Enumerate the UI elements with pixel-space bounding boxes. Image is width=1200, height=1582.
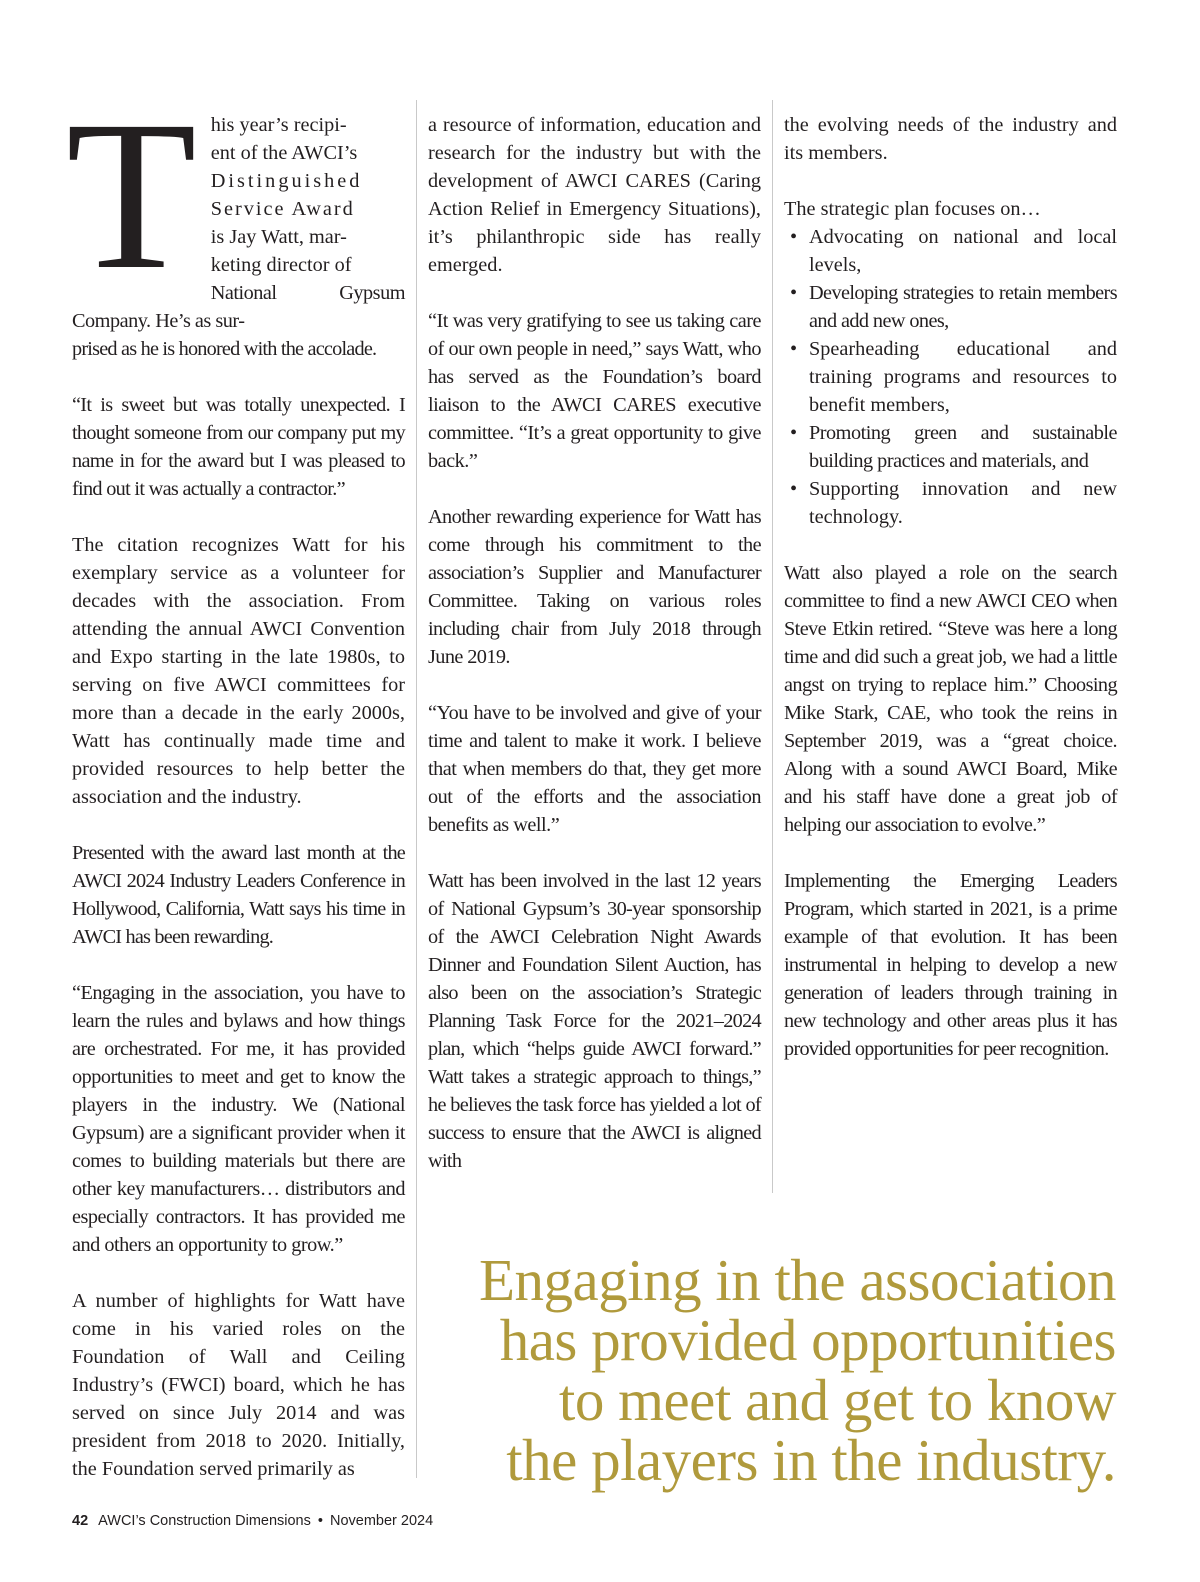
publication-name: AWCI’s Construction Dimensions — [98, 1513, 311, 1529]
article-paragraph: Watt has been involved in the last 12 years of National Gypsum’s 30-year sponsorship of the AWCI Celebration Night Awards Dinner and Foundation Silent Auction, has also been on the association’s Strategic Planning Task Force for the 2021–2024 plan, which “helps guide AWCI forward.” Watt takes a strategic approach to things,” he believes the task force has yielded a lot of success to ensure that the AWCI is aligned with — [428, 870, 761, 1172]
article-paragraph: Another rewarding experience for Watt has come through his commitment to the association’s Supplier and Manufacturer Committee. Taking on various roles including chair from July 2018 through June 2019. — [428, 506, 761, 668]
list-item: • Spearheading educational and training programs and resources to benefit members, — [784, 335, 1117, 419]
intro-paragraph: T his year’s recipi- ent of the AWCI’s Distinguished Service Award is Jay Watt, mar- keting director of National Gypsum Company. He’s as sur- prised as he is honored with the accolade. — [66, 77, 405, 360]
pull-quote-line: the players in the industry. — [506, 1427, 1116, 1493]
pull-quote-line: has provided opportunities — [499, 1307, 1116, 1373]
bullet-icon: • — [790, 422, 797, 444]
pull-quote-line: to meet and get to know — [558, 1367, 1116, 1433]
article-paragraph: Watt also played a role on the search committee to find a new AWCI CEO when Steve Etkin retired. “Steve was here a long time and did such a great job, we had a little angst on trying to replace him.” Choosing Mike Stark, CAE, who took the reins in September 2019, was a “great choice. Along with a sound AWCI Board, Mike and his staff have done a great job of helping our association to evolve.” — [784, 562, 1117, 836]
article-column-1 — [66, 77, 405, 1483]
article-paragraph: “You have to be involved and give of your time and talent to make it work. I believe that when members do that, they get more out of the efforts and the association benefits as well.” — [428, 702, 761, 836]
article-paragraph: a resource of information, education and research for the industry but with the development of AWCI CARES (Caring Action Relief in Emergency Situations), it’s philanthropic side has really emerged. — [428, 114, 761, 276]
page-footer — [72, 1513, 433, 1529]
strategic-plan-list — [784, 223, 1117, 531]
pull-quote — [420, 1247, 1116, 1493]
bullet-icon: • — [790, 338, 798, 360]
bullet-icon: • — [790, 478, 798, 500]
article-paragraph: The citation recognizes Watt for his exemplary service as a volunteer for decades with the association. From attending the annual AWCI Convention and Expo starting in the late 1980s, to serving on five AWCI committees for more than a decade in the early 2000s, Watt has continually made time and provided resources to help better the association and the industry. — [72, 534, 405, 808]
drop-cap: T — [66, 77, 197, 314]
footer-separator: • — [317, 1513, 323, 1529]
article-paragraph: Implementing the Emerging Leaders Program, which started in 2021, is a prime example of that evolution. It has been instrumental in helping to develop a new generation of leaders through training in new technology and other areas plus it has provided opportunities for peer recognition. — [784, 870, 1117, 1060]
list-item: • Developing strategies to retain members and add new ones, — [784, 279, 1117, 335]
article-column-2 — [428, 111, 761, 1175]
page-number: 42 — [72, 1513, 89, 1529]
article-paragraph: “It is sweet but was totally unexpected. I thought someone from our company put my name in for the award but I was pleased to find out it was actually a contractor.” — [72, 394, 405, 500]
article-paragraph: The strategic plan focuses on… — [784, 198, 1041, 220]
article-paragraph: A number of highlights for Watt have come in his varied roles on the Foundation of Wall and Ceiling Industry’s (FWCI) board, which he has served on since July 2014 and was president from 2018 to 2020. Initially, the Foundation served primarily as — [72, 1290, 405, 1480]
list-item: • Promoting green and sustainable building practices and materials, and — [784, 419, 1117, 475]
column-rule — [772, 100, 773, 1193]
bullet-icon: • — [790, 226, 798, 248]
bullet-icon: • — [790, 282, 797, 304]
issue-date: November 2024 — [329, 1513, 434, 1529]
article-paragraph: Presented with the award last month at the AWCI 2024 Industry Leaders Conference in Hollywood, California, Watt says his time in AWCI has been rewarding. — [72, 842, 405, 948]
article-paragraph: “It was very gratifying to see us taking care of our own people in need,” says Watt, who has served as the Foundation’s board liaison to the AWCI CARES executive committee. “It’s a great opportunity to give back.” — [428, 310, 761, 472]
article-paragraph: “Engaging in the association, you have to learn the rules and bylaws and how things are orchestrated. For me, it has provided opportunities to meet and get to know the players in the industry. We (National Gypsum) are a significant provider when it comes to building materials but there are other key manufacturers… distributors and especially contractors. It has provided me and others an opportunity to grow.” — [72, 982, 405, 1256]
article-paragraph: the evolving needs of the industry and its members. — [784, 114, 1117, 164]
pull-quote-line: Engaging in the association — [479, 1247, 1116, 1313]
list-item: • Supporting innovation and new technology. — [784, 475, 1117, 531]
article-column-3 — [784, 111, 1117, 1063]
list-item: • Advocating on national and local levels, — [784, 223, 1117, 279]
column-rule — [416, 100, 417, 1478]
